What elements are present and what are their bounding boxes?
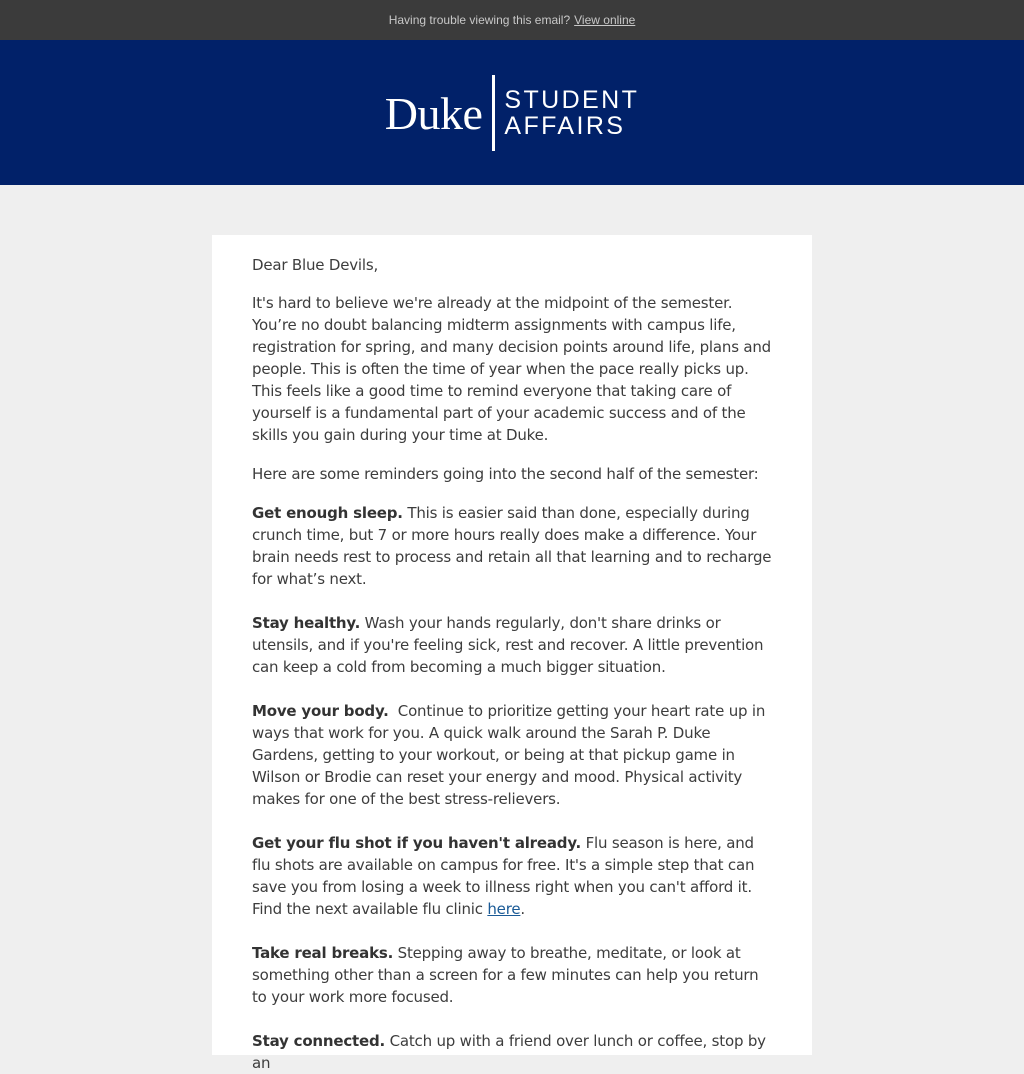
masthead-banner: [0, 40, 1024, 185]
duke-student-affairs-logo[interactable]: [385, 75, 640, 151]
tip-body: Wash your hands regularly, don't share drinks or utensils, and if you're feeling sick, rest and recover. A little prevention can keep a cold from becoming a much bigger situation.: [252, 614, 764, 676]
tip-sleep: [252, 502, 772, 590]
tip-move: [252, 700, 772, 810]
logo-student-affairs: [504, 87, 639, 139]
tip-body-end: .: [520, 900, 525, 918]
tip-body: Continue to prioritize getting your heart rate up in ways that work for you. A quick walk around the Sarah P. Duke Gardens, getting to your workout, or being at that pickup game in Wilson or Brodie can reset your energy and mood. Physical activity makes for one of the best stress-relievers.: [252, 702, 770, 808]
email-content: [212, 235, 812, 1074]
flu-clinic-link[interactable]: here: [487, 900, 521, 918]
tip-body: Catch up with a friend over lunch or coffee, stop by an: [252, 1032, 766, 1072]
tip-body: This is easier said than done, especially during crunch time, but 7 or more hours really does make a difference. Your brain needs rest to process and retain all that learning and to recharge for what’s next.: [252, 504, 772, 588]
tip-body: Flu season is here, and flu shots are available on campus for free. It's a simple step that can save you from losing a week to illness right when you can't afford it. Find the next available flu clinic: [252, 834, 755, 918]
preheader-text: Having trouble viewing this email?: [388, 13, 571, 27]
tip-title: Get enough sleep.: [252, 504, 403, 522]
tip-title: Move your body.: [252, 702, 389, 720]
tip-title: Stay connected.: [252, 1032, 386, 1050]
tip-healthy: [252, 612, 772, 678]
logo-line-student: STUDENT: [504, 85, 640, 114]
logo-divider: [492, 75, 495, 151]
logo-duke-wordmark: Duke: [384, 87, 483, 139]
tip-connected: [252, 1030, 772, 1074]
lead-paragraph: Here are some reminders going into the second half of the semester:: [252, 465, 759, 483]
tip-title: Stay healthy.: [252, 614, 361, 632]
tip-breaks: [252, 942, 772, 1008]
tip-title: Take real breaks.: [252, 944, 394, 962]
view-online-link[interactable]: View online: [574, 13, 636, 27]
greeting: Dear Blue Devils,: [252, 256, 379, 274]
tip-title: Get your flu shot if you haven't already.: [252, 834, 582, 852]
email-body-card: [212, 235, 812, 1072]
logo-line-affairs: AFFAIRS: [504, 111, 626, 140]
tip-flu-shot: [252, 832, 772, 920]
intro-paragraph: It's hard to believe we're already at the midpoint of the semester. You’re no doubt balancing midterm assignments with campus life, registration for spring, and many decision points around life, plans and people. This is often the time of year when the pace really picks up. This feels like a good time to remind everyone that taking care of yourself is a fundamental part of your academic success and of the skills you gain during your time at Duke.: [252, 294, 772, 444]
tip-body: Stepping away to breathe, meditate, or look at something other than a screen for a few minutes can help you return to your work more focused.: [252, 944, 759, 1006]
preheader-bar: [0, 0, 1024, 40]
